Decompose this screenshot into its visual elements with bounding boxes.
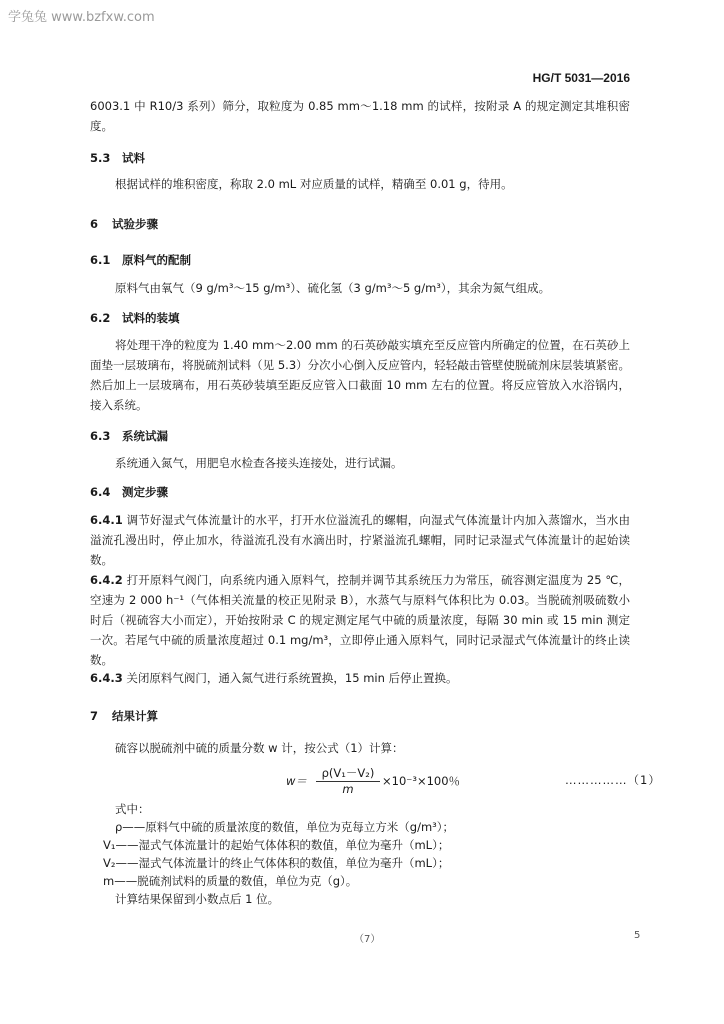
watermark: 学兔兔 www.bzfxw.com: [8, 10, 155, 25]
heading-6-4: [90, 484, 168, 500]
formula-number: （1）: [627, 773, 661, 787]
heading-number: 6.1: [90, 253, 111, 267]
heading-5-3: [90, 150, 145, 166]
clause-6-4-3: [90, 668, 630, 688]
paragraph-7: 硫容以脱硫剂中硫的质量分数 w 计，按公式（1）计算：: [115, 741, 404, 755]
formula-dots: ……………: [565, 773, 628, 787]
heading-number: 6.4: [90, 485, 111, 499]
page-footer-center: （7）: [354, 934, 381, 945]
formula-fraction: [316, 766, 380, 796]
legend-item-v2: V₂——湿式气体流量计的终止气体体积的数值，单位为毫升（mL）；: [103, 856, 450, 870]
heading-title: 试验步骤: [112, 217, 158, 231]
heading-number: 6: [90, 217, 99, 231]
legend-intro: 式中：: [115, 802, 150, 816]
heading-number: 7: [90, 709, 99, 723]
heading-title: 原料气的配制: [122, 253, 191, 267]
legend-item-m: m——脱硫剂试料的质量的数值，单位为克（g）。: [103, 874, 358, 888]
legend-item-v1: V₁——湿式气体流量计的起始气体体积的数值，单位为毫升（mL）；: [103, 838, 450, 852]
heading-6-3: [90, 428, 168, 444]
paragraph-5-3: 根据试样的堆积密度，称取 2.0 mL 对应质量的试样，精确至 0.01 g，待用。: [115, 177, 513, 191]
heading-6-2: [90, 310, 180, 326]
heading-7: [90, 708, 158, 724]
heading-number: 6.3: [90, 429, 111, 443]
clause-text: 调节好湿式气体流量计的水平，打开水位溢流孔的螺帽，向湿式气体流量计内加入蒸馏水，当水由溢流孔漫出时，停止加水，待溢流孔没有水滴出时，拧紧溢流孔螺帽，同时记录湿式气体流量计的起始读数。: [90, 513, 631, 567]
heading-title: 结果计算: [112, 709, 158, 723]
formula-label: [565, 772, 661, 788]
intro-paragraph: 6003.1 中 R10/3 系列）筛分，取粒度为 0.85 mm～1.18 mm 的试样，按附录 A 的规定测定其堆积密度。: [90, 99, 630, 133]
heading-6-1: [90, 252, 191, 268]
legend-closing: 计算结果保留到小数点后 1 位。: [115, 892, 280, 906]
clause-number: 6.4.1: [90, 513, 123, 527]
legend-item-rho: ρ——原料气中硫的质量浓度的数值，单位为克每立方米（g/m³）；: [115, 820, 455, 834]
clause-6-4-2: [90, 570, 630, 670]
heading-title: 测定步骤: [122, 485, 168, 499]
heading-title: 试料: [122, 151, 145, 165]
formula-1: [286, 766, 526, 798]
formula-lhs: w＝: [286, 774, 307, 788]
formula-numerator: ρ(V₁－V₂): [316, 766, 380, 782]
clause-6-4-1: [90, 510, 630, 570]
formula-denominator: m: [342, 782, 354, 796]
heading-6: [90, 216, 158, 232]
standard-number: HG/T 5031—2016: [532, 71, 630, 85]
page-number: 5: [634, 930, 641, 941]
clause-number: 6.4.2: [90, 573, 123, 587]
heading-title: 试料的装填: [122, 311, 180, 325]
formula-rhs: ×10⁻³×100％: [382, 774, 461, 788]
paragraph-6-2: 将处理干净的粒度为 1.40 mm～2.00 mm 的石英砂敲实填充至反应管内所确定的位置，在石英砂上面垫一层玻璃布，将脱硫剂试料（见 5.3）分次小心倒入反应管内，轻轻敲击管壁使脱硫剂床层装填紧密。然后加上一层玻璃布，用石英砂装填至距反应管入口截面 10 mm 左右的位置。将反应管放入水浴锅内，接入系统。: [90, 338, 630, 412]
paragraph-6-1: 原料气由氧气（9 g/m³～15 g/m³）、硫化氢（3 g/m³～5 g/m³），其余为氮气组成。: [115, 281, 551, 295]
heading-title: 系统试漏: [122, 429, 168, 443]
heading-number: 6.2: [90, 311, 111, 325]
clause-text: 关闭原料气阀门，通入氮气进行系统置换，15 min 后停止置换。: [126, 671, 458, 685]
clause-number: 6.4.3: [90, 671, 123, 685]
paragraph-6-3: 系统通入氮气，用肥皂水检查各接头连接处，进行试漏。: [115, 456, 403, 470]
clause-text: 打开原料气阀门，向系统内通入原料气，控制并调节其系统压力为常压，硫容测定温度为 25 ℃，空速为 2 000 h⁻¹（气体相关流量的校正见附录 B），水蒸气与原料气体积比为 0.03。当脱硫剂吸硫数小时后（视硫容大小而定），开始按附录 C 的规定测定尾气中硫的质量浓度，每隔 30 min 或 15 min 测定一次。若尾气中硫的质量浓度超过 0.1 mg/m³，立即停止通入原料气，同时记录湿式气体流量计的终止读数。: [90, 573, 630, 667]
heading-number: 5.3: [90, 151, 111, 165]
